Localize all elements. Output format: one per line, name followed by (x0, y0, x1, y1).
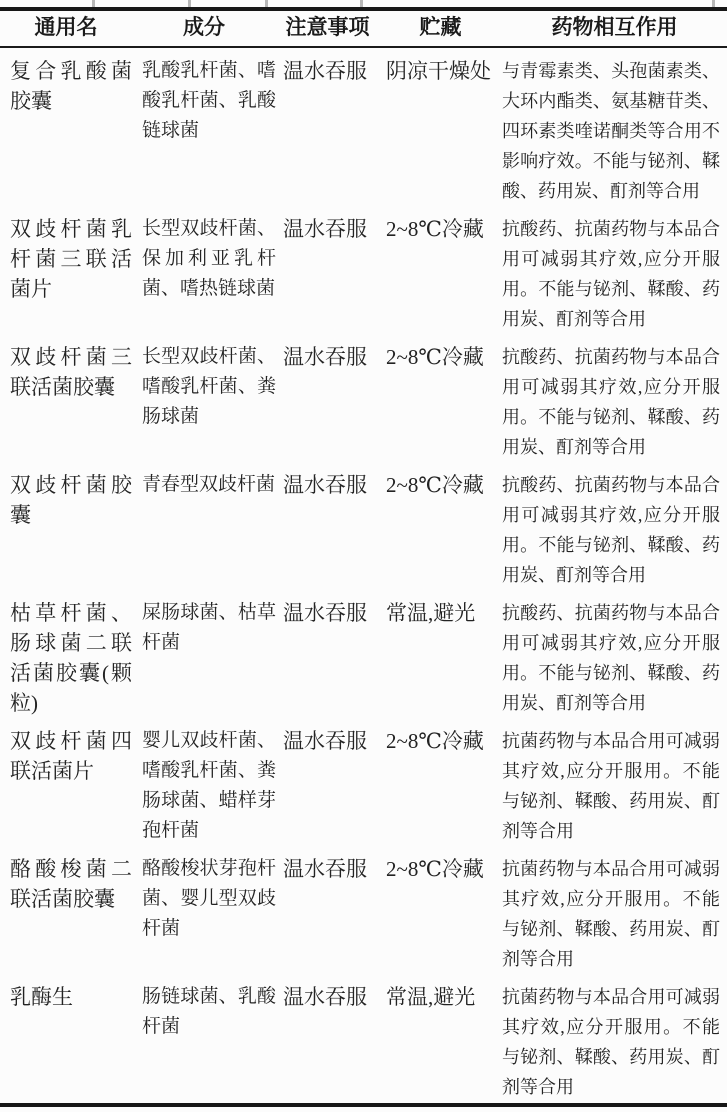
cell-precautions: 温水吞服 (283, 217, 367, 241)
table-row (0, 47, 727, 206)
cell-ingredients: 屎肠球菌、枯草杆菌 (142, 602, 276, 653)
cell-ingredients: 长型双歧杆菌、保加利亚乳杆菌、嗜热链球菌 (142, 218, 276, 299)
cell-interactions: 抗酸药、抗菌药物与本品合用可减弱其疗效,应分开服用。不能与铋剂、鞣酸、药用炭、酊剂等合用 (502, 475, 720, 585)
cell-interactions: 抗酸药、抗菌药物与本品合用可减弱其疗效,应分开服用。不能与铋剂、鞣酸、药用炭、酊剂等合用 (502, 603, 720, 713)
cell-interactions: 抗酸药、抗菌药物与本品合用可减弱其疗效,应分开服用。不能与铋剂、鞣酸、药用炭、酊剂等合用 (502, 347, 720, 457)
cell-storage: 2~8℃冷藏 (386, 729, 484, 753)
cell-storage: 2~8℃冷藏 (386, 857, 484, 881)
cell-precautions: 温水吞服 (283, 345, 367, 369)
cell-storage: 阴凉干燥处 (386, 59, 491, 83)
cell-precautions: 温水吞服 (283, 473, 367, 497)
cell-precautions: 温水吞服 (283, 857, 367, 881)
header-ingredients: 成分 (132, 11, 276, 47)
cell-interactions: 抗菌药物与本品合用可减弱其疗效,应分开服用。不能与铋剂、鞣酸、药用炭、酊剂等合用 (502, 987, 720, 1097)
cell-precautions: 温水吞服 (283, 59, 367, 83)
cell-precautions: 温水吞服 (283, 985, 367, 1009)
cell-ingredients: 青春型双歧杆菌 (142, 474, 276, 495)
table-row (0, 590, 727, 718)
scan-artifact-tick (265, 0, 268, 7)
header-generic-name: 通用名 (0, 11, 132, 47)
cell-precautions: 温水吞服 (283, 729, 367, 753)
cell-ingredients: 长型双歧杆菌、嗜酸乳杆菌、粪肠球菌 (142, 346, 276, 427)
cell-ingredients: 酪酸梭状芽孢杆菌、婴儿型双歧杆菌 (142, 858, 276, 939)
cell-generic-name: 双歧杆菌乳杆菌三联活菌片 (10, 217, 132, 301)
scan-artifact-tick (188, 0, 191, 7)
table-row (0, 462, 727, 590)
table-row (0, 846, 727, 974)
cell-storage: 常温,避光 (386, 601, 476, 625)
scan-artifact-tick (92, 0, 95, 7)
cell-ingredients: 婴儿双歧杆菌、嗜酸乳杆菌、粪肠球菌、蜡样芽孢杆菌 (142, 730, 276, 841)
drug-interaction-table (0, 11, 727, 1102)
cell-interactions: 抗菌药物与本品合用可减弱其疗效,应分开服用。不能与铋剂、鞣酸、药用炭、酊剂等合用 (502, 731, 720, 841)
cell-ingredients: 乳酸乳杆菌、嗜酸乳杆菌、乳酸链球菌 (142, 60, 276, 141)
cell-storage: 2~8℃冷藏 (386, 473, 484, 497)
table-bottom-border (0, 1103, 727, 1107)
cell-generic-name: 乳酶生 (10, 985, 73, 1009)
scan-artifact-tick (360, 0, 363, 7)
cell-storage: 常温,避光 (386, 985, 476, 1009)
cell-storage: 2~8℃冷藏 (386, 217, 484, 241)
cell-interactions: 抗菌药物与本品合用可减弱其疗效,应分开服用。不能与铋剂、鞣酸、药用炭、酊剂等合用 (502, 859, 720, 969)
table-row (0, 974, 727, 1102)
cell-ingredients: 肠链球菌、乳酸杆菌 (142, 986, 276, 1037)
header-row (0, 11, 727, 47)
scan-artifact-tick (712, 0, 715, 7)
table-row (0, 206, 727, 334)
cell-interactions: 抗酸药、抗菌药物与本品合用可减弱其疗效,应分开服用。不能与铋剂、鞣酸、药用炭、酊剂等合用 (502, 219, 720, 329)
cell-storage: 2~8℃冷藏 (386, 345, 484, 369)
header-precautions: 注意事项 (276, 11, 379, 47)
cell-generic-name: 双歧杆菌三联活菌胶囊 (10, 345, 132, 399)
header-interactions: 药物相互作用 (502, 11, 727, 47)
header-storage: 贮藏 (379, 11, 502, 47)
table-row (0, 334, 727, 462)
cell-generic-name: 枯草杆菌、肠球菌二联活菌胶囊(颗粒) (10, 601, 132, 715)
cell-generic-name: 双歧杆菌胶囊 (10, 473, 132, 527)
table-row (0, 718, 727, 846)
cell-precautions: 温水吞服 (283, 601, 367, 625)
cell-interactions: 与青霉素类、头孢菌素类、大环内酯类、氨基糖苷类、四环素类喹诺酮类等合用不影响疗效。不能与铋剂、鞣酸、药用炭、酊剂等合用 (502, 61, 720, 201)
cell-generic-name: 酪酸梭菌二联活菌胶囊 (10, 857, 132, 911)
cell-generic-name: 复合乳酸菌胶囊 (10, 59, 132, 113)
cell-generic-name: 双歧杆菌四联活菌片 (10, 729, 132, 783)
